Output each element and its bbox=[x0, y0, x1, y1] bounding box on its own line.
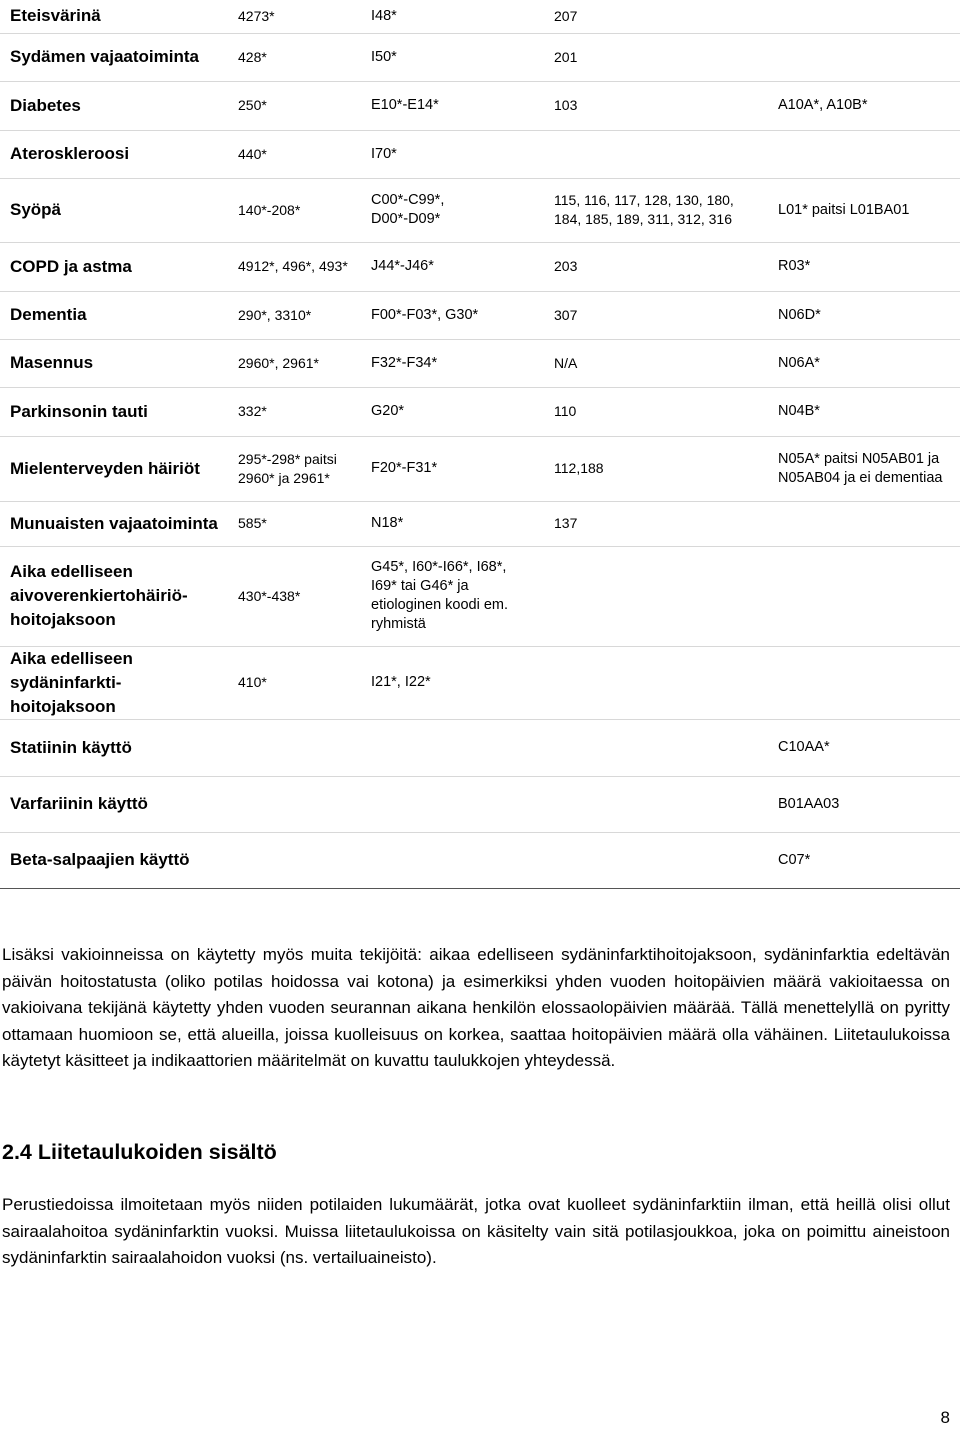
procedure-code-cell bbox=[546, 832, 770, 888]
row-label-cell: Ateroskleroosi bbox=[0, 130, 230, 178]
table-row bbox=[0, 776, 960, 832]
atc-code-cell: B01AA03 bbox=[770, 776, 960, 832]
body-paragraph-2: Perustiedoissa ilmoitetaan myös niiden potilaiden lukumäärät, jotka ovat kuolleet sydäninfarktiin ilman, että heillä olisi ollut sairaalahoitoa sydäninfarktin vuoksi. Muissa liitetaulukoissa on käsitelty vain sitä potilasjoukkoa, joka on poimittu aineistoon sydäninfarktin sairaalahoidon vuoksi (ns. vertailuaineisto). bbox=[2, 1195, 950, 1267]
atc-code-cell bbox=[770, 33, 960, 81]
procedure-code-cell: N/A bbox=[546, 339, 770, 387]
procedure-code-cell: 112,188 bbox=[546, 436, 770, 501]
row-label-cell: COPD ja astma bbox=[0, 242, 230, 291]
atc-code-cell bbox=[770, 0, 960, 33]
icd10-code-cell: F32*-F34* bbox=[363, 339, 546, 387]
icd10-code-cell: F20*-F31* bbox=[363, 436, 546, 501]
row-label-cell: Eteisvärinä bbox=[0, 0, 230, 33]
row-label-cell: Syöpä bbox=[0, 178, 230, 242]
atc-code-cell: N04B* bbox=[770, 387, 960, 436]
icd10-code-cell: E10*-E14* bbox=[363, 81, 546, 130]
section-number: 2.4 bbox=[2, 1140, 32, 1164]
table-row bbox=[0, 178, 960, 242]
icd10-code-cell: J44*-J46* bbox=[363, 242, 546, 291]
atc-code-cell bbox=[770, 501, 960, 546]
table-row bbox=[0, 501, 960, 546]
row-label-cell: Varfariinin käyttö bbox=[0, 776, 230, 832]
icd9-code-cell bbox=[230, 719, 363, 776]
row-label-cell: Diabetes bbox=[0, 81, 230, 130]
procedure-code-cell bbox=[546, 130, 770, 178]
procedure-code-cell: 203 bbox=[546, 242, 770, 291]
table-row bbox=[0, 646, 960, 719]
icd9-code-cell: 4912*, 496*, 493* bbox=[230, 242, 363, 291]
procedure-code-cell bbox=[546, 546, 770, 646]
procedure-code-cell: 207 bbox=[546, 0, 770, 33]
icd9-code-cell: 295*-298* paitsi 2960* ja 2961* bbox=[230, 436, 363, 501]
row-label-cell: Munuaisten vajaatoiminta bbox=[0, 501, 230, 546]
icd9-code-cell: 428* bbox=[230, 33, 363, 81]
icd10-code-cell: G20* bbox=[363, 387, 546, 436]
icd9-code-cell: 250* bbox=[230, 81, 363, 130]
icd10-code-cell: I50* bbox=[363, 33, 546, 81]
procedure-code-cell: 137 bbox=[546, 501, 770, 546]
icd10-code-cell bbox=[363, 832, 546, 888]
icd9-code-cell: 2960*, 2961* bbox=[230, 339, 363, 387]
procedure-code-cell bbox=[546, 776, 770, 832]
icd10-code-cell: N18* bbox=[363, 501, 546, 546]
row-label-cell: Statiinin käyttö bbox=[0, 719, 230, 776]
icd9-code-cell: 585* bbox=[230, 501, 363, 546]
icd9-code-cell: 332* bbox=[230, 387, 363, 436]
procedure-code-cell: 103 bbox=[546, 81, 770, 130]
procedure-code-cell: 201 bbox=[546, 33, 770, 81]
table-row bbox=[0, 291, 960, 339]
row-label-cell: Aika edelliseen aivoverenkiertohäiriö- hoitojaksoon bbox=[0, 546, 230, 646]
icd9-code-cell: 410* bbox=[230, 646, 363, 719]
atc-code-cell: R03* bbox=[770, 242, 960, 291]
atc-code-cell bbox=[770, 130, 960, 178]
table-row bbox=[0, 130, 960, 178]
table-row bbox=[0, 33, 960, 81]
atc-code-cell: C07* bbox=[770, 832, 960, 888]
row-label-cell: Aika edelliseen sydäninfarkti- hoitojaksoon bbox=[0, 646, 230, 719]
table-row bbox=[0, 387, 960, 436]
atc-code-cell: C10AA* bbox=[770, 719, 960, 776]
icd10-code-cell: C00*-C99*, D00*-D09* bbox=[363, 178, 546, 242]
table-row bbox=[0, 0, 960, 33]
page-number: 8 bbox=[940, 1408, 950, 1427]
atc-code-cell: L01* paitsi L01BA01 bbox=[770, 178, 960, 242]
row-label-cell: Beta-salpaajien käyttö bbox=[0, 832, 230, 888]
icd10-code-cell: I21*, I22* bbox=[363, 646, 546, 719]
procedure-code-cell bbox=[546, 646, 770, 719]
icd9-code-cell bbox=[230, 776, 363, 832]
table-row bbox=[0, 339, 960, 387]
atc-code-cell: N06D* bbox=[770, 291, 960, 339]
procedure-code-cell: 307 bbox=[546, 291, 770, 339]
table-row bbox=[0, 832, 960, 888]
icd9-code-cell: 430*-438* bbox=[230, 546, 363, 646]
icd10-code-cell bbox=[363, 776, 546, 832]
table-row bbox=[0, 546, 960, 646]
row-label-cell: Sydämen vajaatoiminta bbox=[0, 33, 230, 81]
atc-code-cell: A10A*, A10B* bbox=[770, 81, 960, 130]
atc-code-cell bbox=[770, 646, 960, 719]
atc-code-cell bbox=[770, 546, 960, 646]
table-row bbox=[0, 81, 960, 130]
icd10-code-cell: F00*-F03*, G30* bbox=[363, 291, 546, 339]
icd9-code-cell: 440* bbox=[230, 130, 363, 178]
procedure-code-cell: 115, 116, 117, 128, 130, 180, 184, 185, 189, 311, 312, 316 bbox=[546, 178, 770, 242]
icd9-code-cell: 4273* bbox=[230, 0, 363, 33]
icd10-code-cell bbox=[363, 719, 546, 776]
body-paragraph-1: Lisäksi vakioinneissa on käytetty myös muita tekijöitä: aikaa edelliseen sydäninfarktihoitojaksoon, sydäninfarktia edeltävän päivän hoitostatusta (oliko potilas hoidossa vai kotona) ja esimerkiksi yhden vuoden hoitopäivien määrä vakioitaessa on vakioivana tekijänä käytetty yhden vuoden seurannan aikana henkilön elossaolopäivien määrää. Tällä menettelyllä on pyritty ottamaan huomioon se, että alueilla, joissa kuolleisuus on korkea, saattaa hoitopäivien määrä olla vähäinen. Liitetaulukoissa käytetyt käsitteet ja indikaattorien määritelmät on kuvattu taulukkojen yhteydessä. bbox=[2, 945, 950, 1070]
table-row bbox=[0, 719, 960, 776]
row-label-cell: Mielenterveyden häiriöt bbox=[0, 436, 230, 501]
row-label-cell: Dementia bbox=[0, 291, 230, 339]
table-row bbox=[0, 242, 960, 291]
icd10-code-cell: I48* bbox=[363, 0, 546, 33]
procedure-code-cell: 110 bbox=[546, 387, 770, 436]
procedure-code-cell bbox=[546, 719, 770, 776]
section-title: Liitetaulukoiden sisältö bbox=[37, 1140, 277, 1164]
icd10-code-cell: G45*, I60*-I66*, I68*, I69* tai G46* ja etiologinen koodi em. ryhmistä bbox=[363, 546, 546, 646]
section-heading bbox=[2, 1137, 277, 1167]
atc-code-cell: N06A* bbox=[770, 339, 960, 387]
table-row bbox=[0, 436, 960, 501]
icd10-code-cell: I70* bbox=[363, 130, 546, 178]
icd9-code-cell: 140*-208* bbox=[230, 178, 363, 242]
atc-code-cell: N05A* paitsi N05AB01 ja N05AB04 ja ei dementiaa bbox=[770, 436, 960, 501]
icd9-code-cell: 290*, 3310* bbox=[230, 291, 363, 339]
row-label-cell: Masennus bbox=[0, 339, 230, 387]
row-label-cell: Parkinsonin tauti bbox=[0, 387, 230, 436]
icd9-code-cell bbox=[230, 832, 363, 888]
